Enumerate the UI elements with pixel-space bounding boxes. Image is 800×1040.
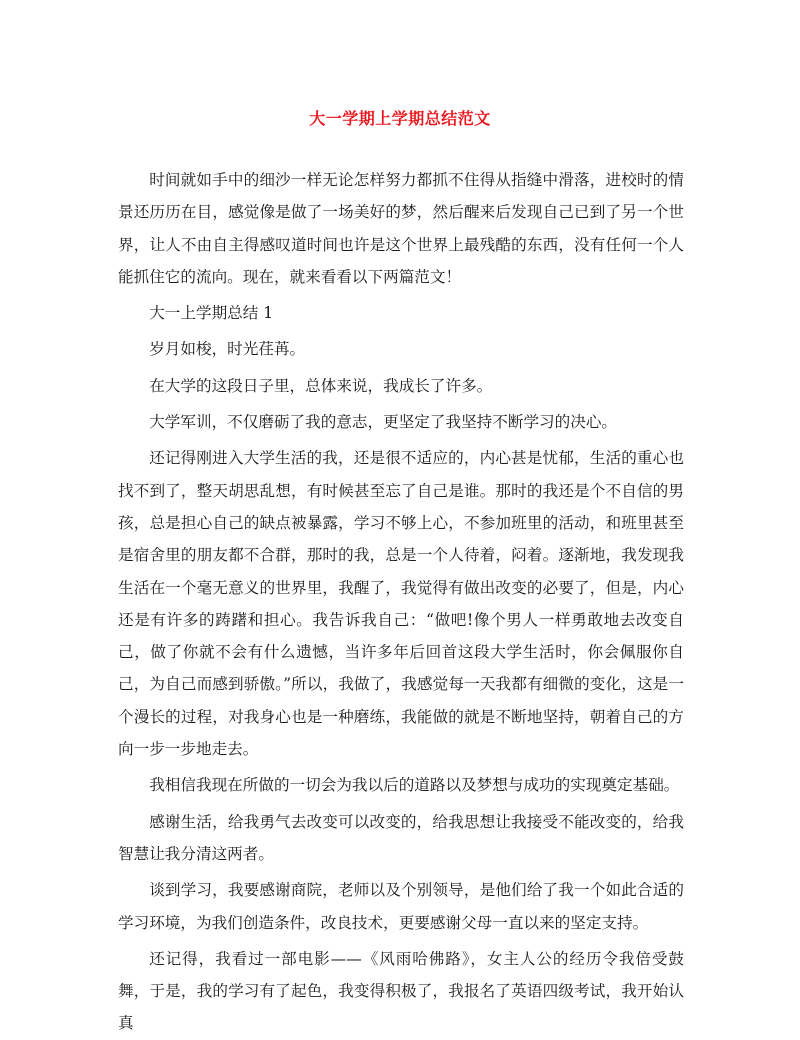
body-paragraph: 我相信我现在所做的一切会为我以后的道路以及梦想与成功的实现奠定基础。 (149, 776, 680, 795)
body-paragraph: 在大学的这段日子里，总体来说，我成长了许多。 (149, 376, 493, 395)
body-paragraph: 岁月如梭，时光荏苒。 (149, 340, 306, 359)
document-body (118, 164, 684, 1040)
body-paragraph: 谈到学习，我要感谢商院，老师以及个别领导，是他们给了我一个如此合适的学习环境，为我们创造条件，改良技术，更要感谢父母一直以来的坚定支持。 (118, 881, 684, 932)
body-paragraph: 感谢生活，给我勇气去改变可以改变的，给我思想让我接受不能改变的，给我智慧让我分清这两者。 (118, 812, 684, 863)
body-paragraph: 大学军训，不仅磨砺了我的意志，更坚定了我坚持不断学习的决心。 (149, 413, 618, 432)
body-paragraph: 还记得，我看过一部电影——《风雨哈佛路》，女主人公的经历令我倍受鼓舞，于是，我的学习有了起色，我变得积极了，我报名了英语四级考试，我开始认真 (118, 949, 684, 1033)
body-paragraph: 还记得刚进入大学生活的我，还是很不适应的，内心甚是忧郁，生活的重心也找不到了，整天胡思乱想，有时候甚至忘了自己是谁。那时的我还是个不自信的男孩，总是担心自己的缺点被暴露，学习不够上心，不参加班里的活动，和班里甚至是宿舍里的朋友都不合群，那时的我，总是一个人待着，闷着。逐渐地，我发现我生活在一个毫无意义的世界里，我醒了，我觉得有做出改变的必要了，但是，内心还是有许多的踌躇和担心。我告诉我自己：“做吧!像个男人一样勇敢地去改变自己，做了你就不会有什么遗憾，当许多年后回首这段大学生活时，你会佩服你自己，为自己而感到骄傲。”所以，我做了，我感觉每一天我都有细微的变化，这是一个漫长的过程，对我身心也是一种磨练，我能做的就是不断地坚持，朝着自己的方向一步一步地走去。 (118, 449, 684, 759)
document-title: 大一学期上学期总结范文 (309, 109, 491, 128)
intro-paragraph: 时间就如手中的细沙一样无论怎样努力都抓不住得从指缝中滑落，进校时的情景还历历在目，感觉像是做了一场美好的梦，然后醒来后发现自己已到了另一个世界，让人不由自主得感叹道时间也许是这个世界上最残酷的东西，没有任何一个人能抓住它的流向。现在，就来看看以下两篇范文！ (118, 171, 684, 286)
section-heading: 大一上学期总结 1 (149, 304, 274, 323)
